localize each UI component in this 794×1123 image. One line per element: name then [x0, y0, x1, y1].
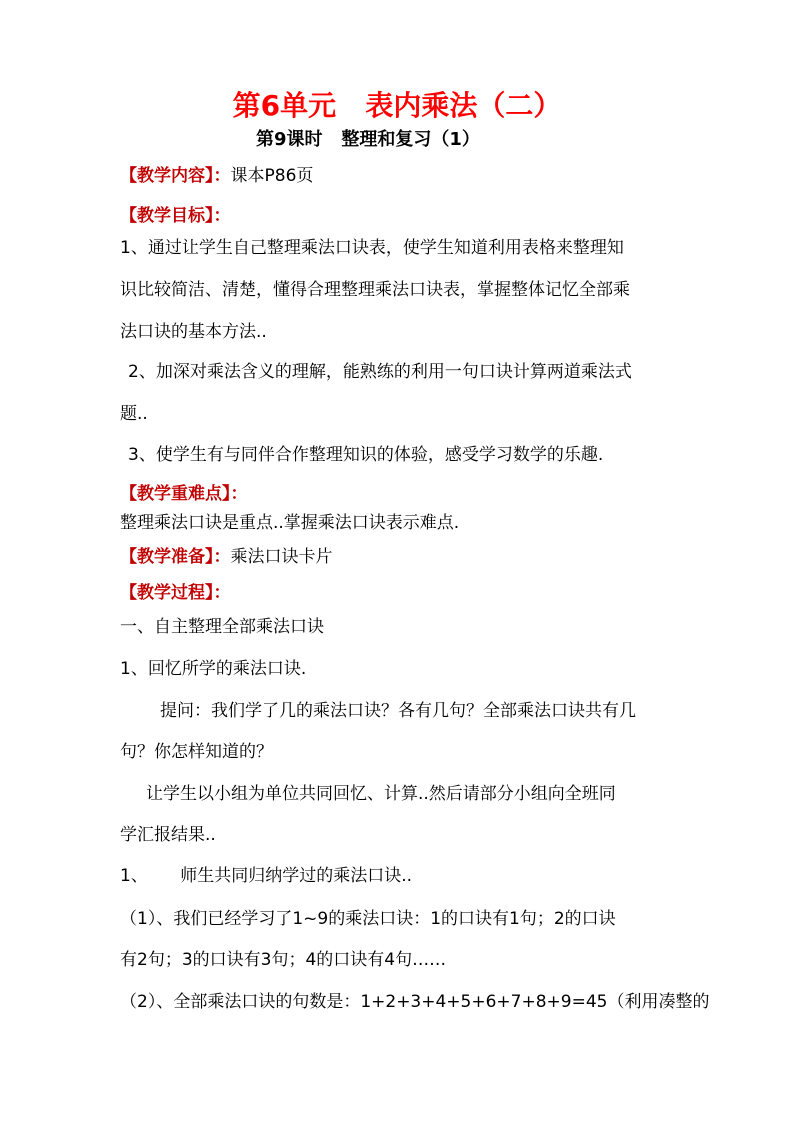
process-line: 句？你怎样知道的？ — [120, 742, 273, 762]
key-label: 【教学重难点】： — [120, 484, 248, 504]
goals-label: 【教学目标】： — [120, 206, 231, 226]
prep-text: 乘法口诀卡片 — [230, 547, 333, 567]
process-line: 有2句；3的口诀有3句；4的口诀有4句…… — [120, 950, 447, 970]
content-label: 【教学内容】： — [120, 166, 231, 186]
process-line: 让学生以小组为单位共同回忆、计算..然后请部分小组向全班同 — [146, 784, 616, 804]
process-line: 学汇报结果.. — [120, 825, 216, 845]
process-line: 一、自主整理全部乘法口诀 — [120, 617, 324, 637]
prep-label: 【教学准备】： — [120, 547, 231, 567]
process-line: （2）、全部乘法口诀的句数是：1+2+3+4+5+6+7+8+9=45（利用凑整的 — [120, 992, 710, 1012]
process-label: 【教学过程】： — [120, 583, 231, 603]
goal-line: 1、通过让学生自己整理乘法口诀表，使学生知道利用表格来整理知 — [120, 238, 624, 258]
process-line: 1、回忆所学的乘法口诀. — [120, 659, 307, 679]
goal-line: 识比较简洁、清楚，懂得合理整理乘法口诀表，掌握整体记忆全部乘 — [120, 280, 630, 300]
process-line: 1、 师生共同归纳学过的乘法口诀.. — [120, 866, 413, 886]
content-text: 课本P86页 — [230, 166, 314, 186]
goal-line: 2、加深对乘法含义的理解，能熟练的利用一句口诀计算两道乘法式 — [128, 362, 632, 382]
process-line: 提问：我们学了几的乘法口诀？各有几句？全部乘法口诀共有几 — [160, 701, 636, 721]
document-title: 第6单元 表内乘法（二） — [232, 89, 562, 122]
goal-line: 法口诀的基本方法.. — [120, 322, 267, 342]
goal-line: 3、使学生有与同伴合作整理知识的体验，感受学习数学的乐趣. — [128, 445, 604, 465]
lesson-subtitle: 第9课时 整理和复习（1） — [256, 129, 480, 150]
process-line: （1）、我们已经学习了1~9的乘法口诀：1的口诀有1句；2的口诀 — [120, 909, 616, 929]
goal-line: 题.. — [120, 404, 148, 424]
content-row — [120, 166, 313, 186]
key-text: 整理乘法口诀是重点..掌握乘法口诀表示难点. — [120, 513, 460, 533]
prep-row — [120, 547, 333, 567]
